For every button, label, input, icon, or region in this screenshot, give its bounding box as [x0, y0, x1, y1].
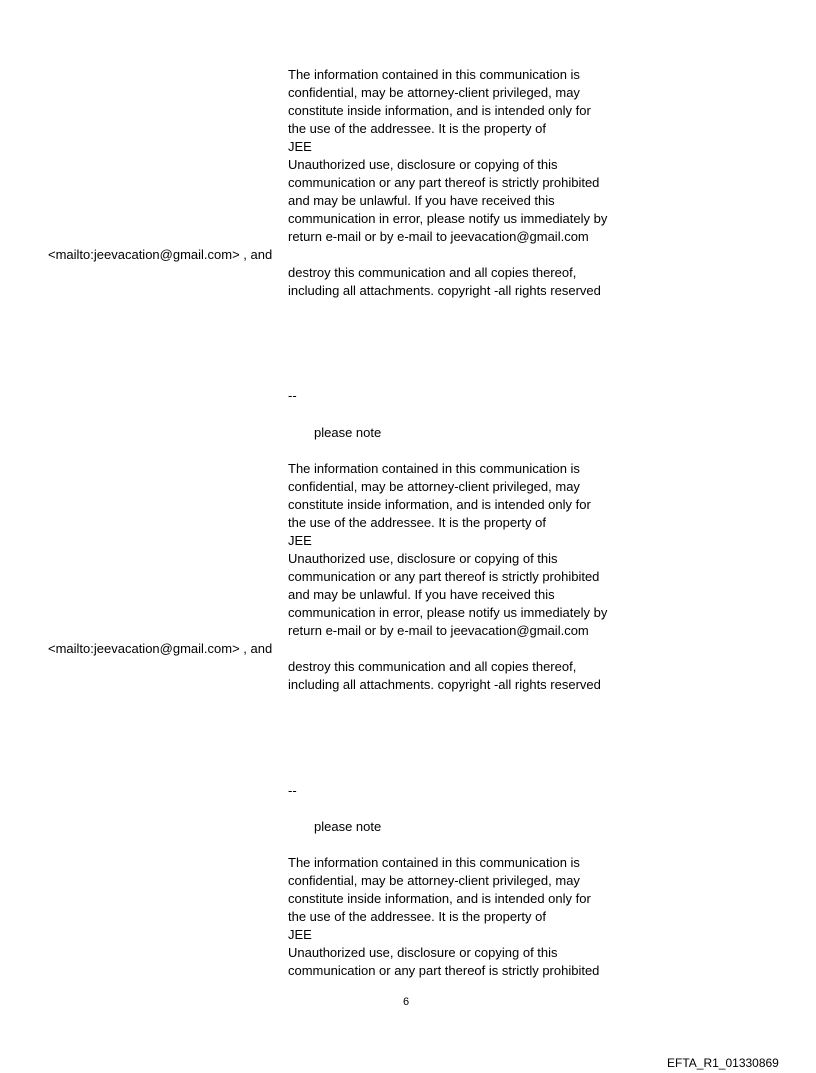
disclaimer-line: Unauthorized use, disclosure or copying of this [288, 551, 558, 566]
disclaimer-line: return e-mail or by e-mail to jeevacation@gmail.com [288, 229, 589, 244]
separator: -- [288, 783, 297, 798]
mailto-line: <mailto:jeevacation@gmail.com> , and [48, 641, 273, 656]
disclaimer-line: The information contained in this communication is [288, 67, 580, 82]
disclaimer-line: communication in error, please notify us immediately by [288, 211, 608, 226]
disclaimer-line: communication or any part thereof is strictly prohibited [288, 175, 600, 190]
disclaimer-line: JEE [288, 533, 312, 548]
page-number: 6 [403, 996, 410, 1008]
closing-line: including all attachments. copyright -all rights reserved [288, 283, 601, 298]
disclaimer-line: Unauthorized use, disclosure or copying of this [288, 157, 558, 172]
disclaimer-line: confidential, may be attorney-client privileged, may [288, 479, 580, 494]
disclaimer-line: JEE [288, 139, 312, 154]
bates-number: EFTA_R1_01330869 [667, 1056, 779, 1070]
disclaimer-line: the use of the addressee. It is the property of [288, 515, 546, 530]
disclaimer-line: and may be unlawful. If you have received this [288, 193, 555, 208]
closing-line: including all attachments. copyright -all rights reserved [288, 677, 601, 692]
disclaimer-line: return e-mail or by e-mail to jeevacation@gmail.com [288, 623, 589, 638]
disclaimer-line: constitute inside information, and is intended only for [288, 891, 591, 906]
disclaimer-line: JEE [288, 927, 312, 942]
closing-line: destroy this communication and all copies thereof, [288, 265, 577, 280]
disclaimer-line: communication in error, please notify us immediately by [288, 605, 608, 620]
mailto-line: <mailto:jeevacation@gmail.com> , and [48, 247, 273, 262]
disclaimer-line: confidential, may be attorney-client privileged, may [288, 85, 580, 100]
disclaimer-line: confidential, may be attorney-client privileged, may [288, 873, 580, 888]
separator: -- [288, 388, 297, 403]
disclaimer-line: The information contained in this communication is [288, 461, 580, 476]
disclaimer-line: the use of the addressee. It is the property of [288, 909, 546, 924]
disclaimer-line: communication or any part thereof is strictly prohibited [288, 963, 600, 978]
disclaimer-line: constitute inside information, and is intended only for [288, 103, 591, 118]
please-note: please note [314, 819, 382, 834]
disclaimer-line: communication or any part thereof is strictly prohibited [288, 569, 600, 584]
please-note: please note [314, 425, 382, 440]
disclaimer-line: and may be unlawful. If you have received this [288, 587, 555, 602]
closing-line: destroy this communication and all copies thereof, [288, 659, 577, 674]
disclaimer-line: the use of the addressee. It is the property of [288, 121, 546, 136]
disclaimer-line: Unauthorized use, disclosure or copying of this [288, 945, 558, 960]
disclaimer-line: constitute inside information, and is intended only for [288, 497, 591, 512]
disclaimer-line: The information contained in this communication is [288, 855, 580, 870]
